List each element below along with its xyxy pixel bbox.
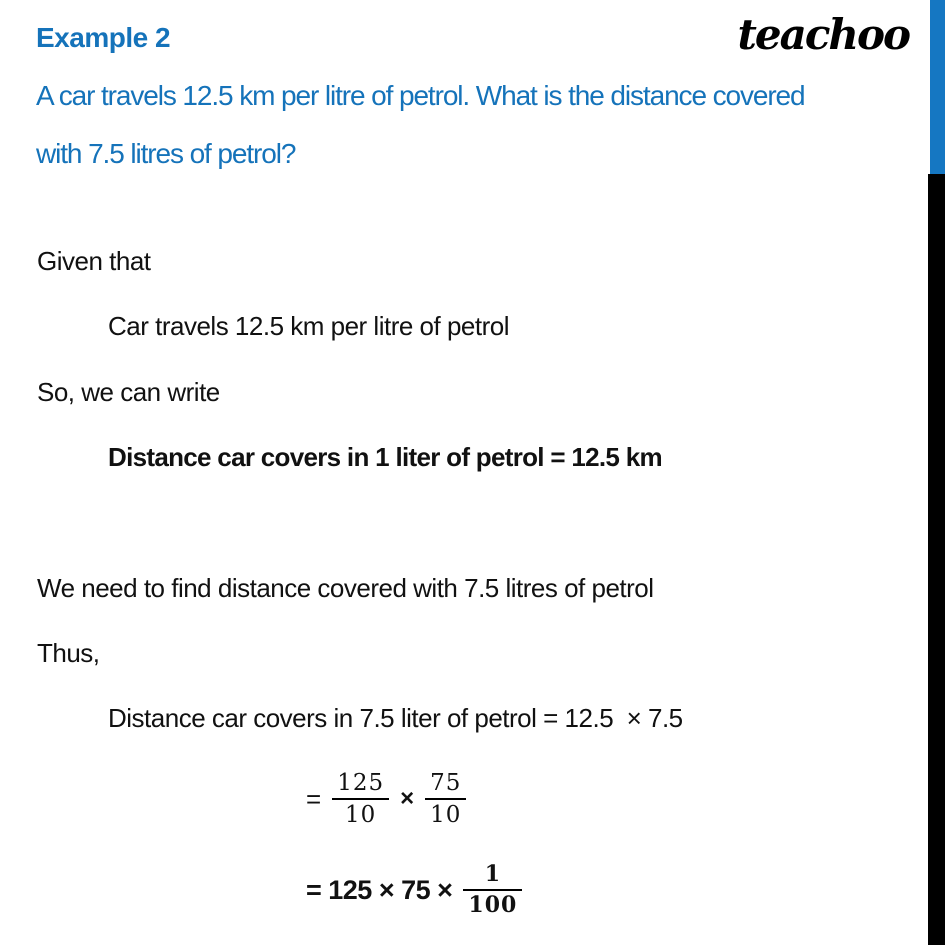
- teachoo-logo: teachoo: [737, 10, 909, 59]
- step2-expression: = 125 × 75 ×: [306, 874, 453, 905]
- fraction-denominator: 10: [332, 798, 389, 828]
- right-accent-black-bar: [928, 174, 945, 945]
- calc-statement: Distance car covers in 7.5 liter of petrol = 12.5 × 7.5: [108, 703, 683, 733]
- fraction-numerator: 125: [337, 770, 385, 796]
- example-title: Example 2: [36, 22, 171, 53]
- fraction-125-over-10: [332, 770, 389, 829]
- fraction-denominator: 10: [425, 798, 466, 828]
- unit-statement: Distance car covers in 1 liter of petrol = 12.5 km: [108, 442, 662, 472]
- question-line-2: with 7.5 litres of petrol?: [36, 138, 296, 169]
- write-label: So, we can write: [37, 377, 220, 407]
- given-label: Given that: [37, 246, 151, 276]
- fraction-numerator: 1: [484, 861, 502, 887]
- right-accent-blue-bar: [930, 0, 945, 174]
- fraction-75-over-10: [425, 770, 466, 829]
- question-line-1: A car travels 12.5 km per litre of petrol. What is the distance covered: [36, 80, 805, 111]
- given-fact: Car travels 12.5 km per litre of petrol: [108, 311, 509, 341]
- math-step-2: [306, 862, 522, 919]
- fraction-denominator: 100: [463, 889, 522, 918]
- fraction-1-over-100: [463, 862, 522, 919]
- thus-label: Thus,: [37, 638, 100, 668]
- math-step-1: [306, 770, 466, 829]
- equals-sign: =: [306, 783, 322, 814]
- find-statement: We need to find distance covered with 7.5 litres of petrol: [37, 573, 654, 603]
- multiply-sign: ×: [400, 785, 415, 813]
- fraction-numerator: 75: [430, 770, 462, 796]
